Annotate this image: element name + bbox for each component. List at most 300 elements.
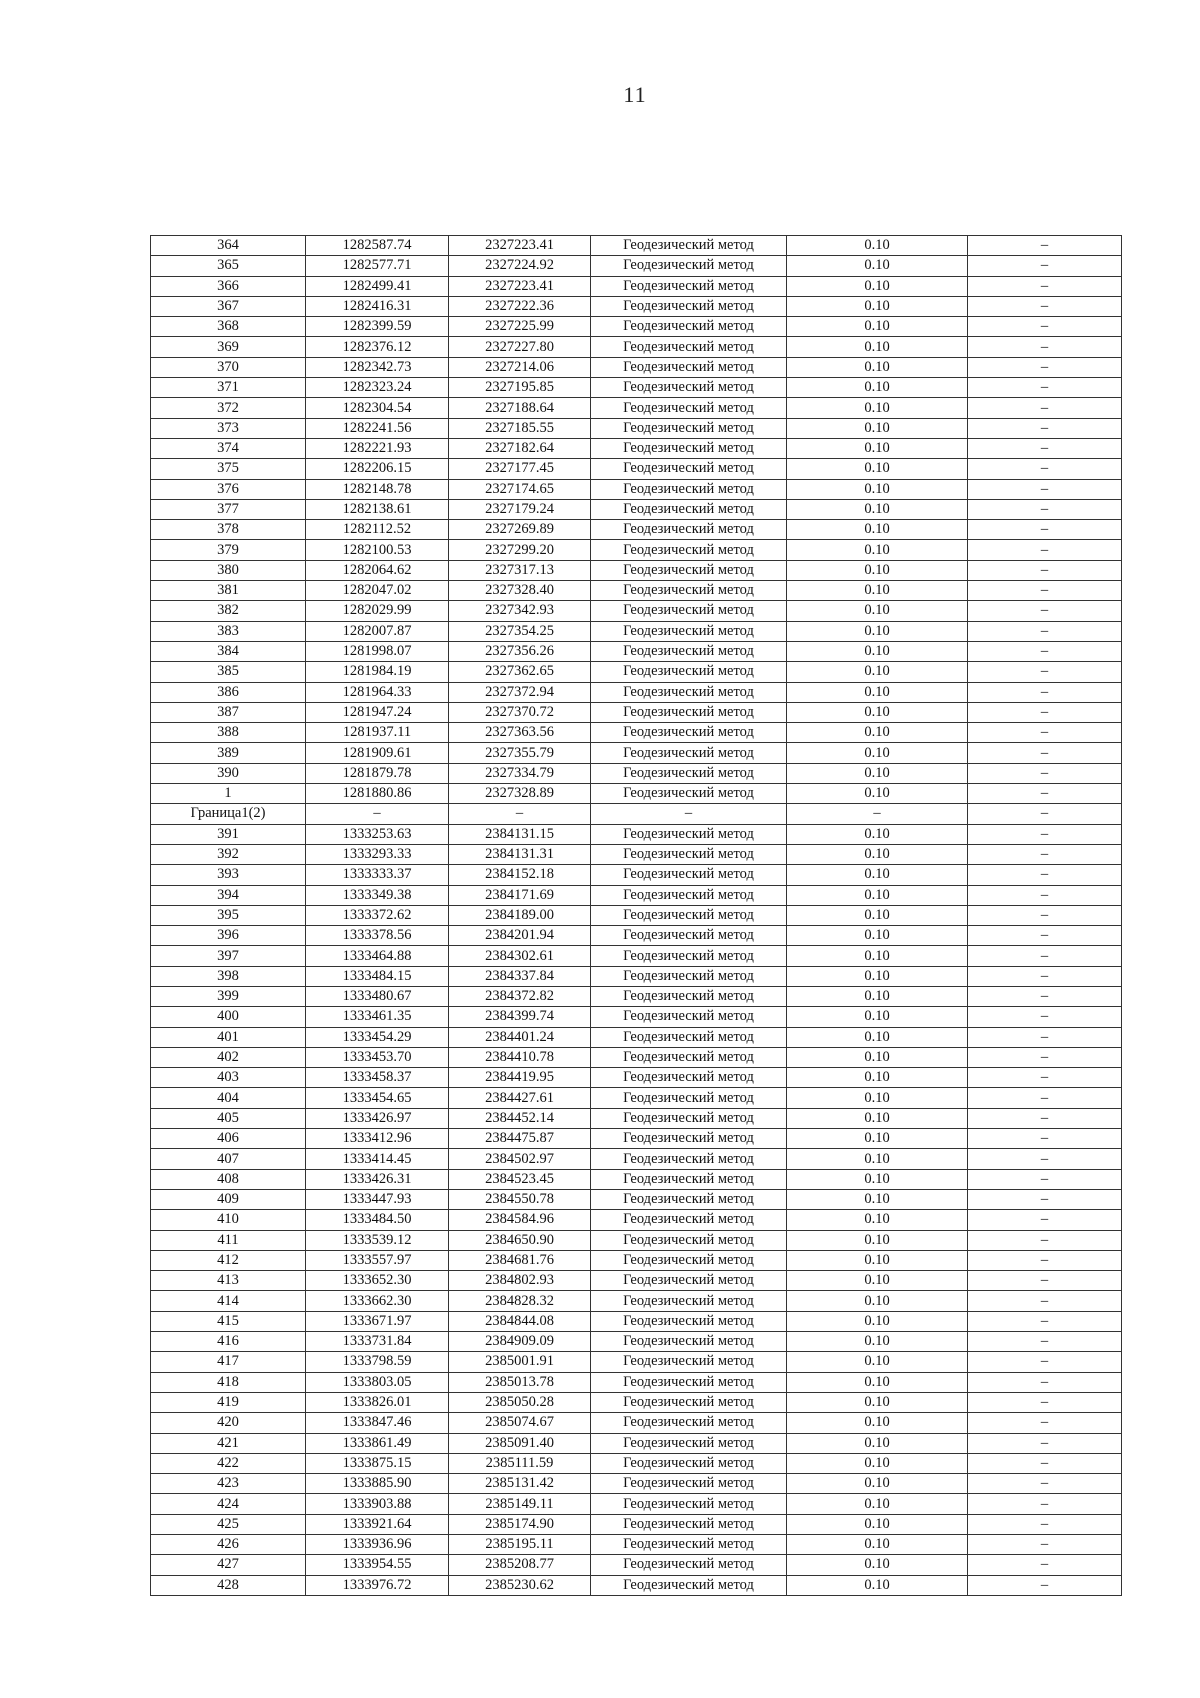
accuracy-cell: 0.10: [787, 824, 968, 844]
x-coordinate-cell: 1282148.78: [306, 479, 449, 499]
table-row: [151, 1169, 1122, 1189]
method-cell: Геодезический метод: [591, 1392, 787, 1412]
y-coordinate-cell: 2327225.99: [449, 317, 591, 337]
point-number-cell: 371: [151, 378, 306, 398]
table-row: [151, 702, 1122, 722]
point-number-cell: 399: [151, 986, 306, 1006]
y-coordinate-cell: 2384399.74: [449, 1007, 591, 1027]
y-coordinate-cell: 2327195.85: [449, 378, 591, 398]
x-coordinate-cell: 1282342.73: [306, 357, 449, 377]
description-cell: –: [968, 499, 1122, 519]
description-cell: –: [968, 1494, 1122, 1514]
x-coordinate-cell: 1282323.24: [306, 378, 449, 398]
point-number-cell: 385: [151, 662, 306, 682]
x-coordinate-cell: 1333426.31: [306, 1169, 449, 1189]
y-coordinate-cell: 2327328.40: [449, 581, 591, 601]
table-row: [151, 1108, 1122, 1128]
y-coordinate-cell: 2327299.20: [449, 540, 591, 560]
point-number-cell: 372: [151, 398, 306, 418]
description-cell: –: [968, 276, 1122, 296]
x-coordinate-cell: 1333464.88: [306, 946, 449, 966]
table-row: [151, 1007, 1122, 1027]
x-coordinate-cell: 1333372.62: [306, 905, 449, 925]
point-number-cell: 377: [151, 499, 306, 519]
y-coordinate-cell: 2327356.26: [449, 641, 591, 661]
y-coordinate-cell: 2384189.00: [449, 905, 591, 925]
method-cell: Геодезический метод: [591, 743, 787, 763]
point-number-cell: 386: [151, 682, 306, 702]
x-coordinate-cell: 1333454.65: [306, 1088, 449, 1108]
table-row: [151, 540, 1122, 560]
point-number-cell: 421: [151, 1433, 306, 1453]
accuracy-cell: 0.10: [787, 1514, 968, 1534]
table-row: [151, 499, 1122, 519]
table-row: [151, 357, 1122, 377]
x-coordinate-cell: 1333731.84: [306, 1332, 449, 1352]
point-number-cell: 375: [151, 459, 306, 479]
accuracy-cell: 0.10: [787, 1230, 968, 1250]
accuracy-cell: 0.10: [787, 1108, 968, 1128]
table-row: [151, 723, 1122, 743]
table-row: [151, 1291, 1122, 1311]
description-cell: –: [968, 1413, 1122, 1433]
table-row: [151, 905, 1122, 925]
x-coordinate-cell: 1282206.15: [306, 459, 449, 479]
method-cell: Геодезический метод: [591, 357, 787, 377]
description-cell: –: [968, 1372, 1122, 1392]
method-cell: Геодезический метод: [591, 1575, 787, 1595]
x-coordinate-cell: 1333976.72: [306, 1575, 449, 1595]
method-cell: Геодезический метод: [591, 499, 787, 519]
description-cell: –: [968, 926, 1122, 946]
description-cell: –: [968, 1047, 1122, 1067]
description-cell: –: [968, 662, 1122, 682]
accuracy-cell: 0.10: [787, 1007, 968, 1027]
accuracy-cell: 0.10: [787, 926, 968, 946]
table-row: [151, 966, 1122, 986]
y-coordinate-cell: 2327177.45: [449, 459, 591, 479]
table-row: [151, 804, 1122, 824]
table-row: [151, 682, 1122, 702]
method-cell: Геодезический метод: [591, 1514, 787, 1534]
table-row: [151, 641, 1122, 661]
description-cell: –: [968, 1007, 1122, 1027]
x-coordinate-cell: 1281964.33: [306, 682, 449, 702]
table-row: [151, 1332, 1122, 1352]
accuracy-cell: 0.10: [787, 236, 968, 256]
table-row: [151, 1453, 1122, 1473]
accuracy-cell: 0.10: [787, 296, 968, 316]
description-cell: –: [968, 1129, 1122, 1149]
table-row: [151, 1392, 1122, 1412]
x-coordinate-cell: 1333412.96: [306, 1129, 449, 1149]
table-row: [151, 1575, 1122, 1595]
x-coordinate-cell: 1333921.64: [306, 1514, 449, 1534]
table-row: [151, 1027, 1122, 1047]
accuracy-cell: 0.10: [787, 560, 968, 580]
description-cell: –: [968, 784, 1122, 804]
accuracy-cell: 0.10: [787, 1555, 968, 1575]
x-coordinate-cell: 1333847.46: [306, 1413, 449, 1433]
description-cell: –: [968, 1433, 1122, 1453]
table-row: [151, 1210, 1122, 1230]
accuracy-cell: 0.10: [787, 1149, 968, 1169]
description-cell: –: [968, 1108, 1122, 1128]
point-number-cell: 424: [151, 1494, 306, 1514]
x-coordinate-cell: 1282376.12: [306, 337, 449, 357]
y-coordinate-cell: 2327370.72: [449, 702, 591, 722]
description-cell: –: [968, 723, 1122, 743]
y-coordinate-cell: 2385074.67: [449, 1413, 591, 1433]
method-cell: Геодезический метод: [591, 1189, 787, 1209]
description-cell: –: [968, 865, 1122, 885]
description-cell: –: [968, 1535, 1122, 1555]
table-row: [151, 1068, 1122, 1088]
method-cell: Геодезический метод: [591, 276, 787, 296]
accuracy-cell: 0.10: [787, 540, 968, 560]
y-coordinate-cell: 2327174.65: [449, 479, 591, 499]
x-coordinate-cell: 1282499.41: [306, 276, 449, 296]
method-cell: Геодезический метод: [591, 844, 787, 864]
accuracy-cell: 0.10: [787, 1169, 968, 1189]
y-coordinate-cell: 2384131.15: [449, 824, 591, 844]
accuracy-cell: 0.10: [787, 1129, 968, 1149]
method-cell: Геодезический метод: [591, 581, 787, 601]
y-coordinate-cell: 2327363.56: [449, 723, 591, 743]
description-cell: –: [968, 1169, 1122, 1189]
accuracy-cell: 0.10: [787, 1189, 968, 1209]
table-row: [151, 1311, 1122, 1331]
table-row: [151, 1535, 1122, 1555]
point-number-cell: 413: [151, 1271, 306, 1291]
point-number-cell: 407: [151, 1149, 306, 1169]
point-number-cell: 417: [151, 1352, 306, 1372]
y-coordinate-cell: 2384828.32: [449, 1291, 591, 1311]
accuracy-cell: 0.10: [787, 459, 968, 479]
y-coordinate-cell: 2385050.28: [449, 1392, 591, 1412]
table-row: [151, 438, 1122, 458]
point-number-cell: 397: [151, 946, 306, 966]
description-cell: –: [968, 1311, 1122, 1331]
table-row: [151, 1129, 1122, 1149]
table-row: [151, 1271, 1122, 1291]
y-coordinate-cell: 2327334.79: [449, 763, 591, 783]
accuracy-cell: 0.10: [787, 1271, 968, 1291]
accuracy-cell: 0.10: [787, 1453, 968, 1473]
x-coordinate-cell: 1333484.15: [306, 966, 449, 986]
table-row: [151, 236, 1122, 256]
y-coordinate-cell: 2327362.65: [449, 662, 591, 682]
table-row: [151, 601, 1122, 621]
y-coordinate-cell: 2327227.80: [449, 337, 591, 357]
method-cell: Геодезический метод: [591, 1311, 787, 1331]
point-number-cell: 365: [151, 256, 306, 276]
accuracy-cell: –: [787, 804, 968, 824]
method-cell: Геодезический метод: [591, 438, 787, 458]
point-number-cell: 403: [151, 1068, 306, 1088]
description-cell: –: [968, 1210, 1122, 1230]
method-cell: Геодезический метод: [591, 1433, 787, 1453]
table-row: [151, 317, 1122, 337]
accuracy-cell: 0.10: [787, 682, 968, 702]
point-number-cell: 370: [151, 357, 306, 377]
accuracy-cell: 0.10: [787, 499, 968, 519]
y-coordinate-cell: 2385149.11: [449, 1494, 591, 1514]
accuracy-cell: 0.10: [787, 1047, 968, 1067]
y-coordinate-cell: 2327355.79: [449, 743, 591, 763]
x-coordinate-cell: 1333461.35: [306, 1007, 449, 1027]
accuracy-cell: 0.10: [787, 1413, 968, 1433]
description-cell: –: [968, 418, 1122, 438]
x-coordinate-cell: 1282047.02: [306, 581, 449, 601]
y-coordinate-cell: 2384372.82: [449, 986, 591, 1006]
description-cell: –: [968, 682, 1122, 702]
x-coordinate-cell: 1282577.71: [306, 256, 449, 276]
accuracy-cell: 0.10: [787, 438, 968, 458]
method-cell: Геодезический метод: [591, 763, 787, 783]
point-number-cell: 376: [151, 479, 306, 499]
y-coordinate-cell: 2384584.96: [449, 1210, 591, 1230]
method-cell: Геодезический метод: [591, 479, 787, 499]
y-coordinate-cell: 2327185.55: [449, 418, 591, 438]
method-cell: Геодезический метод: [591, 641, 787, 661]
description-cell: –: [968, 581, 1122, 601]
description-cell: –: [968, 1575, 1122, 1595]
table-row: [151, 1088, 1122, 1108]
x-coordinate-cell: 1333378.56: [306, 926, 449, 946]
y-coordinate-cell: 2327342.93: [449, 601, 591, 621]
method-cell: Геодезический метод: [591, 1169, 787, 1189]
accuracy-cell: 0.10: [787, 865, 968, 885]
accuracy-cell: 0.10: [787, 276, 968, 296]
x-coordinate-cell: 1333936.96: [306, 1535, 449, 1555]
y-coordinate-cell: 2384523.45: [449, 1169, 591, 1189]
x-coordinate-cell: 1333293.33: [306, 844, 449, 864]
point-number-cell: 425: [151, 1514, 306, 1534]
table-row: [151, 1514, 1122, 1534]
x-coordinate-cell: 1333803.05: [306, 1372, 449, 1392]
table-row: [151, 824, 1122, 844]
description-cell: –: [968, 641, 1122, 661]
method-cell: Геодезический метод: [591, 1535, 787, 1555]
y-coordinate-cell: 2385208.77: [449, 1555, 591, 1575]
description-cell: –: [968, 1474, 1122, 1494]
point-number-cell: 412: [151, 1250, 306, 1270]
description-cell: –: [968, 378, 1122, 398]
y-coordinate-cell: 2327182.64: [449, 438, 591, 458]
description-cell: –: [968, 1250, 1122, 1270]
method-cell: Геодезический метод: [591, 378, 787, 398]
description-cell: –: [968, 256, 1122, 276]
table-row: [151, 581, 1122, 601]
y-coordinate-cell: 2385001.91: [449, 1352, 591, 1372]
point-number-cell: 369: [151, 337, 306, 357]
method-cell: Геодезический метод: [591, 1555, 787, 1575]
x-coordinate-cell: 1333652.30: [306, 1271, 449, 1291]
table-row: [151, 662, 1122, 682]
table-row: [151, 946, 1122, 966]
table-row: [151, 763, 1122, 783]
point-number-cell: 373: [151, 418, 306, 438]
point-number-cell: 422: [151, 1453, 306, 1473]
x-coordinate-cell: 1333253.63: [306, 824, 449, 844]
table-row: [151, 520, 1122, 540]
description-cell: –: [968, 317, 1122, 337]
y-coordinate-cell: 2327179.24: [449, 499, 591, 519]
table-row: [151, 865, 1122, 885]
method-cell: –: [591, 804, 787, 824]
accuracy-cell: 0.10: [787, 1027, 968, 1047]
table-row: [151, 885, 1122, 905]
description-cell: –: [968, 1555, 1122, 1575]
coordinates-table: [150, 235, 1122, 1596]
point-number-cell: 374: [151, 438, 306, 458]
table-row: [151, 398, 1122, 418]
y-coordinate-cell: 2384419.95: [449, 1068, 591, 1088]
x-coordinate-cell: 1281909.61: [306, 743, 449, 763]
method-cell: Геодезический метод: [591, 520, 787, 540]
description-cell: –: [968, 1392, 1122, 1412]
x-coordinate-cell: 1282221.93: [306, 438, 449, 458]
accuracy-cell: 0.10: [787, 378, 968, 398]
accuracy-cell: 0.10: [787, 1474, 968, 1494]
point-number-cell: 400: [151, 1007, 306, 1027]
accuracy-cell: 0.10: [787, 337, 968, 357]
method-cell: Геодезический метод: [591, 398, 787, 418]
table-row: [151, 986, 1122, 1006]
method-cell: Геодезический метод: [591, 621, 787, 641]
table-row: [151, 418, 1122, 438]
x-coordinate-cell: 1282587.74: [306, 236, 449, 256]
x-coordinate-cell: 1282399.59: [306, 317, 449, 337]
point-number-cell: 398: [151, 966, 306, 986]
description-cell: –: [968, 804, 1122, 824]
table-row: [151, 1372, 1122, 1392]
accuracy-cell: 0.10: [787, 621, 968, 641]
table-row: [151, 296, 1122, 316]
method-cell: Геодезический метод: [591, 1494, 787, 1514]
method-cell: Геодезический метод: [591, 1332, 787, 1352]
description-cell: –: [968, 1352, 1122, 1372]
x-coordinate-cell: 1281947.24: [306, 702, 449, 722]
accuracy-cell: 0.10: [787, 256, 968, 276]
accuracy-cell: 0.10: [787, 1311, 968, 1331]
x-coordinate-cell: 1282241.56: [306, 418, 449, 438]
method-cell: Геодезический метод: [591, 1474, 787, 1494]
accuracy-cell: 0.10: [787, 946, 968, 966]
method-cell: Геодезический метод: [591, 1088, 787, 1108]
method-cell: Геодезический метод: [591, 296, 787, 316]
x-coordinate-cell: 1282112.52: [306, 520, 449, 540]
y-coordinate-cell: 2327214.06: [449, 357, 591, 377]
method-cell: Геодезический метод: [591, 337, 787, 357]
description-cell: –: [968, 357, 1122, 377]
point-number-cell: 414: [151, 1291, 306, 1311]
accuracy-cell: 0.10: [787, 743, 968, 763]
method-cell: Геодезический метод: [591, 1149, 787, 1169]
point-number-cell: 426: [151, 1535, 306, 1555]
method-cell: Геодезический метод: [591, 1027, 787, 1047]
table-row: [151, 1149, 1122, 1169]
y-coordinate-cell: 2385230.62: [449, 1575, 591, 1595]
description-cell: –: [968, 824, 1122, 844]
description-cell: –: [968, 398, 1122, 418]
y-coordinate-cell: 2327224.92: [449, 256, 591, 276]
accuracy-cell: 0.10: [787, 784, 968, 804]
description-cell: –: [968, 1068, 1122, 1088]
x-coordinate-cell: 1333454.29: [306, 1027, 449, 1047]
description-cell: –: [968, 1088, 1122, 1108]
accuracy-cell: 0.10: [787, 317, 968, 337]
accuracy-cell: 0.10: [787, 1494, 968, 1514]
method-cell: Геодезический метод: [591, 418, 787, 438]
x-coordinate-cell: 1281880.86: [306, 784, 449, 804]
accuracy-cell: 0.10: [787, 1332, 968, 1352]
point-number-cell: 367: [151, 296, 306, 316]
y-coordinate-cell: 2384452.14: [449, 1108, 591, 1128]
table-row: [151, 1555, 1122, 1575]
y-coordinate-cell: 2384152.18: [449, 865, 591, 885]
x-coordinate-cell: 1333954.55: [306, 1555, 449, 1575]
point-number-cell: 396: [151, 926, 306, 946]
table-row: [151, 1352, 1122, 1372]
x-coordinate-cell: 1333484.50: [306, 1210, 449, 1230]
point-number-cell: 409: [151, 1189, 306, 1209]
point-number-cell: 379: [151, 540, 306, 560]
x-coordinate-cell: 1281937.11: [306, 723, 449, 743]
method-cell: Геодезический метод: [591, 905, 787, 925]
x-coordinate-cell: 1333885.90: [306, 1474, 449, 1494]
point-number-cell: 388: [151, 723, 306, 743]
method-cell: Геодезический метод: [591, 1453, 787, 1473]
accuracy-cell: 0.10: [787, 1575, 968, 1595]
y-coordinate-cell: 2384650.90: [449, 1230, 591, 1250]
description-cell: –: [968, 702, 1122, 722]
accuracy-cell: 0.10: [787, 844, 968, 864]
point-number-cell: 378: [151, 520, 306, 540]
description-cell: –: [968, 1189, 1122, 1209]
table-row: [151, 743, 1122, 763]
table-row: [151, 1474, 1122, 1494]
x-coordinate-cell: 1333903.88: [306, 1494, 449, 1514]
point-number-cell: 383: [151, 621, 306, 641]
x-coordinate-cell: 1333875.15: [306, 1453, 449, 1473]
point-number-cell: 402: [151, 1047, 306, 1067]
description-cell: –: [968, 844, 1122, 864]
description-cell: –: [968, 905, 1122, 925]
y-coordinate-cell: 2384475.87: [449, 1129, 591, 1149]
method-cell: Геодезический метод: [591, 1352, 787, 1372]
accuracy-cell: 0.10: [787, 723, 968, 743]
x-coordinate-cell: 1282029.99: [306, 601, 449, 621]
point-number-cell: 392: [151, 844, 306, 864]
x-coordinate-cell: 1333453.70: [306, 1047, 449, 1067]
method-cell: Геодезический метод: [591, 256, 787, 276]
y-coordinate-cell: 2384337.84: [449, 966, 591, 986]
point-number-cell: 380: [151, 560, 306, 580]
y-coordinate-cell: 2327328.89: [449, 784, 591, 804]
y-coordinate-cell: 2385174.90: [449, 1514, 591, 1534]
accuracy-cell: 0.10: [787, 1433, 968, 1453]
description-cell: –: [968, 540, 1122, 560]
method-cell: Геодезический метод: [591, 702, 787, 722]
method-cell: Геодезический метод: [591, 1291, 787, 1311]
x-coordinate-cell: 1281984.19: [306, 662, 449, 682]
accuracy-cell: 0.10: [787, 763, 968, 783]
point-number-cell: 1: [151, 784, 306, 804]
description-cell: –: [968, 885, 1122, 905]
method-cell: Геодезический метод: [591, 459, 787, 479]
